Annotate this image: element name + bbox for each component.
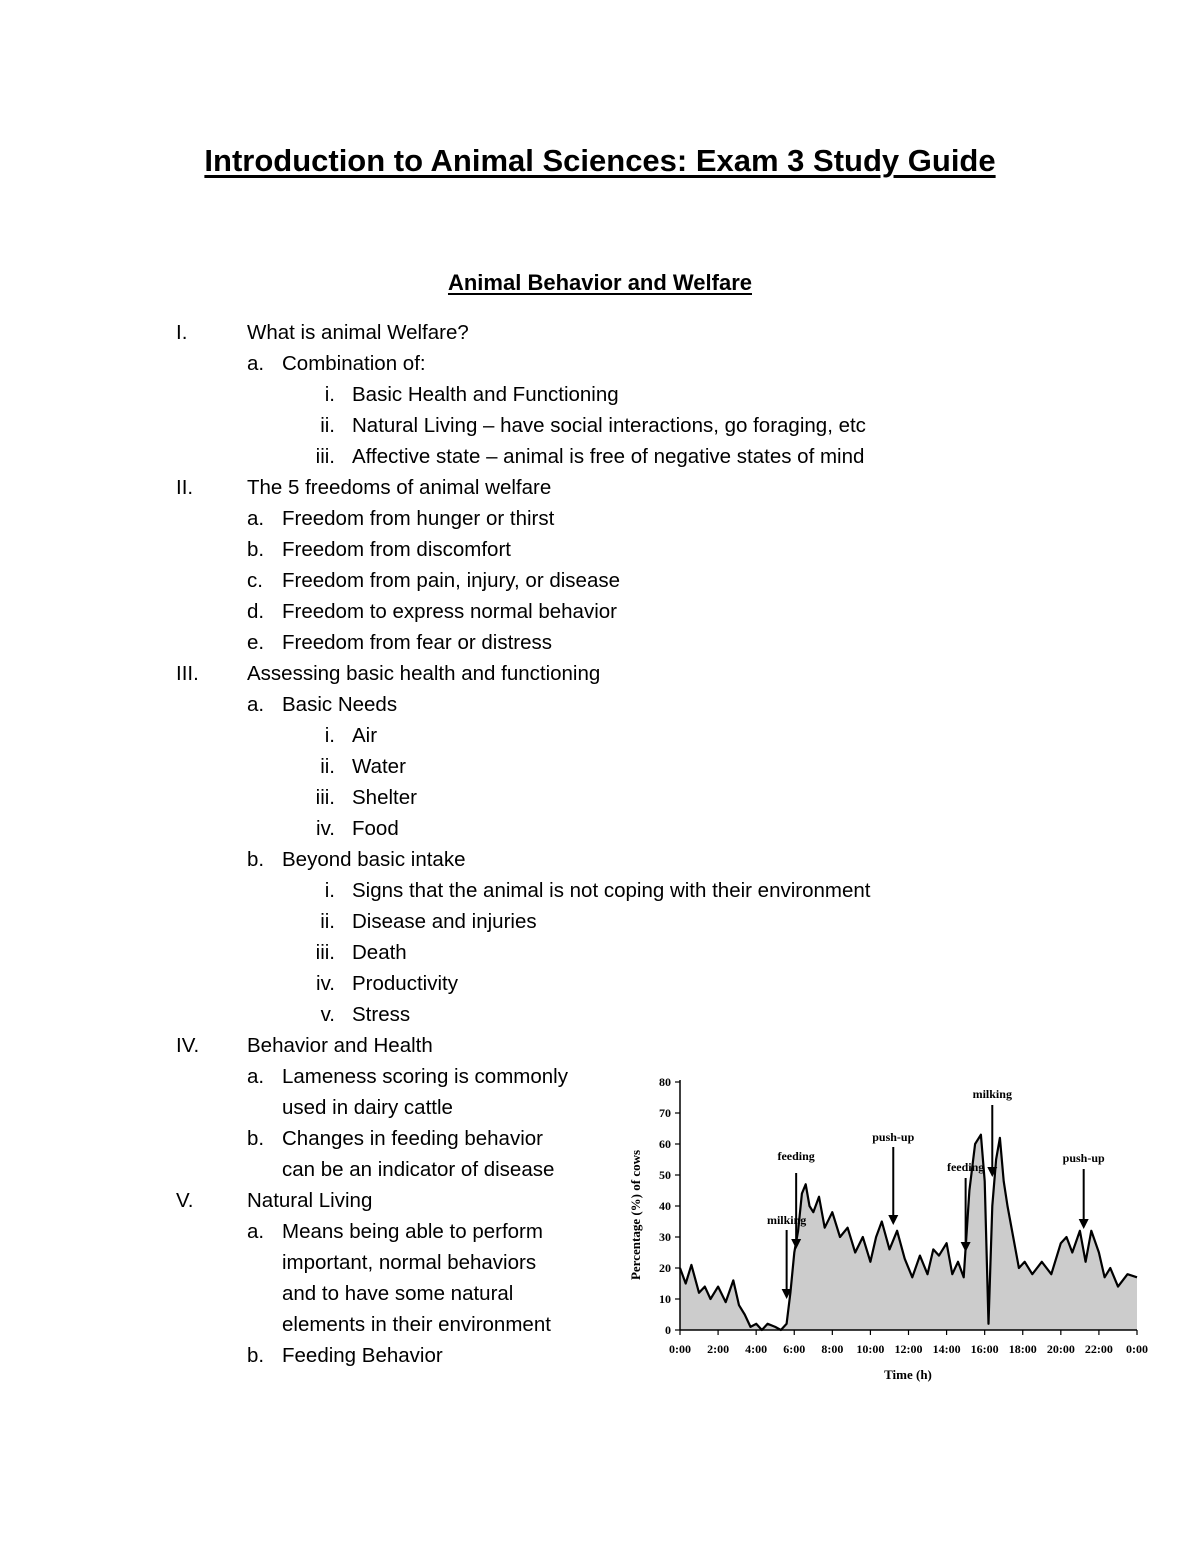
outline-item: Freedom from discomfort xyxy=(282,538,511,561)
outline-marker: iv. xyxy=(316,817,335,840)
section-title: Animal Behavior and Welfare xyxy=(447,270,752,295)
outline-marker: ii. xyxy=(320,755,335,778)
outline-marker: e. xyxy=(247,631,265,654)
outline-item: and to have some natural xyxy=(282,1282,514,1305)
y-tick-label: 40 xyxy=(659,1199,671,1213)
outline-marker: V. xyxy=(176,1189,194,1212)
chart-y-axis-label: Percentage (%) of cows xyxy=(628,1149,643,1281)
annotation-label: feeding xyxy=(946,1160,985,1174)
chart-x-axis-label: Time (h) xyxy=(884,1367,932,1382)
outline-marker: ii. xyxy=(320,910,335,933)
outline-marker: a. xyxy=(247,1065,265,1088)
outline-item: Feeding Behavior xyxy=(282,1344,443,1367)
outline-marker: d. xyxy=(247,600,265,623)
y-tick-label: 20 xyxy=(659,1261,671,1275)
outline-marker: II. xyxy=(176,476,194,499)
x-tick-label: 0:00 xyxy=(1126,1342,1148,1356)
outline-item: Freedom from fear or distress xyxy=(282,631,552,654)
outline-marker: a. xyxy=(247,352,265,375)
outline-item: Freedom from pain, injury, or disease xyxy=(282,569,621,592)
annotation-arrowhead xyxy=(1079,1219,1089,1229)
outline-marker: a. xyxy=(247,507,265,530)
outline-marker: I. xyxy=(176,321,188,344)
outline-marker: iii. xyxy=(315,941,335,964)
outline-marker: i. xyxy=(324,724,335,747)
outline-item: Assessing basic health and functioning xyxy=(247,662,601,685)
outline-item: Means being able to perform xyxy=(282,1220,543,1243)
outline-item: Freedom to express normal behavior xyxy=(282,600,617,623)
x-tick-label: 10:00 xyxy=(856,1342,885,1356)
annotation-label: push-up xyxy=(1062,1151,1105,1165)
outline-item: Air xyxy=(352,724,378,747)
outline-item: Shelter xyxy=(352,786,417,809)
annotation-label: push-up xyxy=(872,1130,915,1144)
outline-marker: c. xyxy=(247,569,263,592)
outline-item: Natural Living – have social interactions, go foraging, etc xyxy=(352,414,866,437)
outline-marker: i. xyxy=(324,383,335,406)
outline-marker: b. xyxy=(247,538,265,561)
outline-marker: iii. xyxy=(315,786,335,809)
feeding-behavior-chart xyxy=(620,1065,1160,1395)
x-tick-label: 4:00 xyxy=(745,1342,768,1356)
x-tick-label: 20:00 xyxy=(1046,1342,1075,1356)
x-tick-label: 8:00 xyxy=(821,1342,844,1356)
x-tick-label: 14:00 xyxy=(932,1342,961,1356)
outline-marker: i. xyxy=(324,879,335,902)
outline-item: Disease and injuries xyxy=(352,910,537,933)
outline-marker: a. xyxy=(247,1220,265,1243)
annotation-arrowhead xyxy=(888,1215,898,1225)
outline-item: Signs that the animal is not coping with their environment xyxy=(352,879,871,902)
outline-item: Basic Health and Functioning xyxy=(352,383,619,406)
x-tick-label: 18:00 xyxy=(1008,1342,1037,1356)
y-tick-label: 60 xyxy=(659,1137,671,1151)
outline-marker: iv. xyxy=(316,972,335,995)
outline-item: Productivity xyxy=(352,972,458,995)
outline-item: What is animal Welfare? xyxy=(247,321,469,344)
x-tick-label: 16:00 xyxy=(970,1342,999,1356)
document-title: Introduction to Animal Sciences: Exam 3 Study Guide xyxy=(204,143,996,178)
annotation-label: feeding xyxy=(777,1149,815,1163)
y-tick-label: 50 xyxy=(659,1168,671,1182)
outline-marker: iii. xyxy=(315,445,335,468)
annotation-label: milking xyxy=(766,1213,807,1227)
outline-item: Changes in feeding behavior xyxy=(282,1127,543,1150)
outline-item: Behavior and Health xyxy=(247,1034,433,1057)
outline-item: Affective state – animal is free of negative states of mind xyxy=(352,445,865,468)
outline-marker: v. xyxy=(320,1003,335,1026)
x-tick-label: 22:00 xyxy=(1084,1342,1113,1356)
y-tick-label: 10 xyxy=(659,1292,671,1306)
outline-item: Lameness scoring is commonly xyxy=(282,1065,568,1088)
outline-item: Death xyxy=(352,941,407,964)
y-tick-label: 0 xyxy=(665,1323,671,1337)
outline-item: important, normal behaviors xyxy=(282,1251,537,1274)
y-tick-label: 80 xyxy=(659,1075,671,1089)
outline-item: Stress xyxy=(352,1003,411,1026)
y-tick-label: 30 xyxy=(659,1230,671,1244)
y-tick-label: 70 xyxy=(659,1106,671,1120)
outline-item: Food xyxy=(352,817,399,840)
outline-item: Natural Living xyxy=(247,1189,373,1212)
outline-item: Beyond basic intake xyxy=(282,848,466,871)
outline-marker: IV. xyxy=(176,1034,200,1057)
outline-item: used in dairy cattle xyxy=(282,1096,453,1119)
x-tick-label: 2:00 xyxy=(707,1342,730,1356)
outline-item: Combination of: xyxy=(282,352,426,375)
outline-marker: a. xyxy=(247,693,265,716)
outline-item: The 5 freedoms of animal welfare xyxy=(247,476,552,499)
outline-marker: b. xyxy=(247,1127,265,1150)
outline-item: can be an indicator of disease xyxy=(282,1158,555,1181)
outline-item: elements in their environment xyxy=(282,1313,551,1336)
outline-marker: ii. xyxy=(320,414,335,437)
x-tick-label: 12:00 xyxy=(894,1342,923,1356)
outline-marker: b. xyxy=(247,848,265,871)
outline-item: Freedom from hunger or thirst xyxy=(282,507,555,530)
annotation-label: milking xyxy=(972,1087,1012,1101)
x-tick-label: 0:00 xyxy=(669,1342,691,1356)
x-tick-label: 6:00 xyxy=(783,1342,806,1356)
outline-marker: b. xyxy=(247,1344,265,1367)
outline-item: Basic Needs xyxy=(282,693,398,716)
outline-item: Water xyxy=(352,755,406,778)
outline-marker: III. xyxy=(176,662,199,685)
